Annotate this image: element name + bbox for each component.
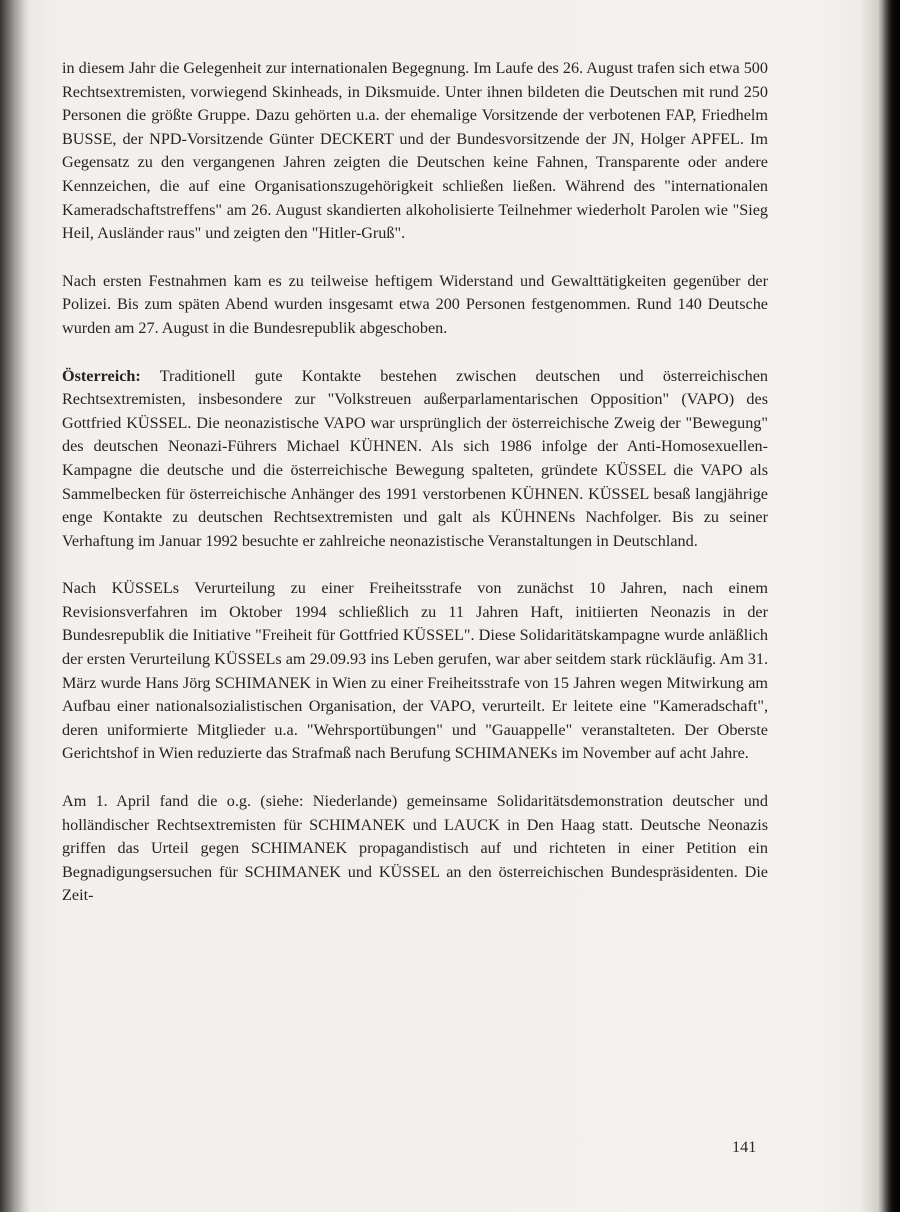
paragraph-text: Nach KÜSSELs Verurteilung zu einer Freiheitsstrafe von zunächst 10 Jahren, nach einem Revisionsverfahren im Oktober 1994 schließlich zu 11 Jahren Haft, initiierten Neonazis in der Bundesrepublik die Initiative "Freiheit für Gottfried KÜSSEL". Diese Solidaritätskampagne wurde anläßlich der ersten Verurteilung KÜSSELs am 29.09.93 ins Leben gerufen, war aber seitdem stark rückläufig. Am 31. März wurde Hans Jörg SCHIMANEK in Wien zu einer Freiheitsstrafe von 15 Jahren wegen Mitwirkung am Aufbau einer nationalsozialistischen Organisation, der VAPO, verurteilt. Er leitete eine "Kameradschaft", deren uniformierte Mitglieder u.a. "Wehrsportübungen" und "Gauappelle" veranstalteten. Der Oberste Gerichtshof in Wien reduzierte das Strafmaß nach Berufung SCHIMANEKs im November auf acht Jahre. (62, 579, 768, 763)
spine-shadow (0, 0, 30, 1212)
paragraph-kuessel-verdict (62, 577, 768, 766)
paragraph-text: Am 1. April fand die o.g. (siehe: Niederlande) gemeinsame Solidaritätsdemonstration deutscher und holländischer Rechtsextremisten für SCHIMANEK und LAUCK in Den Haag statt. Deutsche Neonazis griffen das Urteil gegen SCHIMANEK propagandistisch auf und richteten in einer Petition ein Begnadigungsersuchen für SCHIMANEK und KÜSSEL an den österreichischen Bundespräsidenten. Die Zeit- (62, 792, 768, 905)
paragraph-text: Traditionell gute Kontakte bestehen zwischen deutschen und österreichischen Rechtsextremisten, insbesondere zur "Volkstreuen außerparlamentarischen Opposition" (VAPO) des Gottfried KÜSSEL. Die neonazistische VAPO war ursprünglich der österreichische Zweig der "Bewegung" des deutschen Neonazi-Führers Michael KÜHNEN. Als sich 1986 infolge der Anti-Homosexuellen-Kampagne die deutsche und die österreichische Bewegung spalteten, gründete KÜSSEL die VAPO als Sammelbecken für österreichische Anhänger des 1991 verstorbenen KÜHNEN. KÜSSEL besaß langjährige enge Kontakte zu deutschen Rechtsextremisten und galt als KÜHNENs Nachfolger. Bis zu seiner Verhaftung im Januar 1992 besuchte er zahlreiche neonazistische Veranstaltungen in Deutschland. (62, 366, 768, 550)
paragraph-belgium-meeting (62, 57, 768, 246)
page-number: 141 (732, 1138, 757, 1156)
paragraph-lead-austria: Österreich: (62, 366, 141, 385)
paragraph-text: in diesem Jahr die Gelegenheit zur internationalen Begegnung. Im Laufe des 26. August trafen sich etwa 500 Rechtsextremisten, vorwiegend Skinheads, in Diksmuide. Unter ihnen bildeten die Deutschen mit rund 250 Personen die größte Gruppe. Dazu gehörten u.a. der ehemalige Vorsitzende der verbotenen FAP, Friedhelm BUSSE, der NPD-Vorsitzende Günter DECKERT und der Bundesvorsitzende der JN, Holger APFEL. Im Gegensatz zu den vergangenen Jahren zeigten die Deutschen keine Fahnen, Transparente oder andere Kennzeichen, die auf eine Organisationszugehörigkeit schließen ließen. Während des "internationalen Kameradschaftstreffens" am 26. August skandierten alkoholisierte Teilnehmer wiederholt Parolen wie "Sieg Heil, Ausländer raus" und zeigten den "Hitler-Gruß". (62, 59, 768, 243)
paragraph-text: Nach ersten Festnahmen kam es zu teilweise heftigem Widerstand und Gewalttätigkeiten gegenüber der Polizei. Bis zum späten Abend wurden insgesamt etwa 200 Personen festgenommen. Rund 140 Deutsche wurden am 27. August in die Bundesrepublik abgeschoben. (62, 271, 768, 337)
page-body (62, 57, 768, 932)
paragraph-den-haag-demo (62, 790, 768, 908)
paragraph-arrests (62, 270, 768, 341)
edge-shadow (882, 0, 900, 1212)
paragraph-austria (62, 365, 768, 554)
